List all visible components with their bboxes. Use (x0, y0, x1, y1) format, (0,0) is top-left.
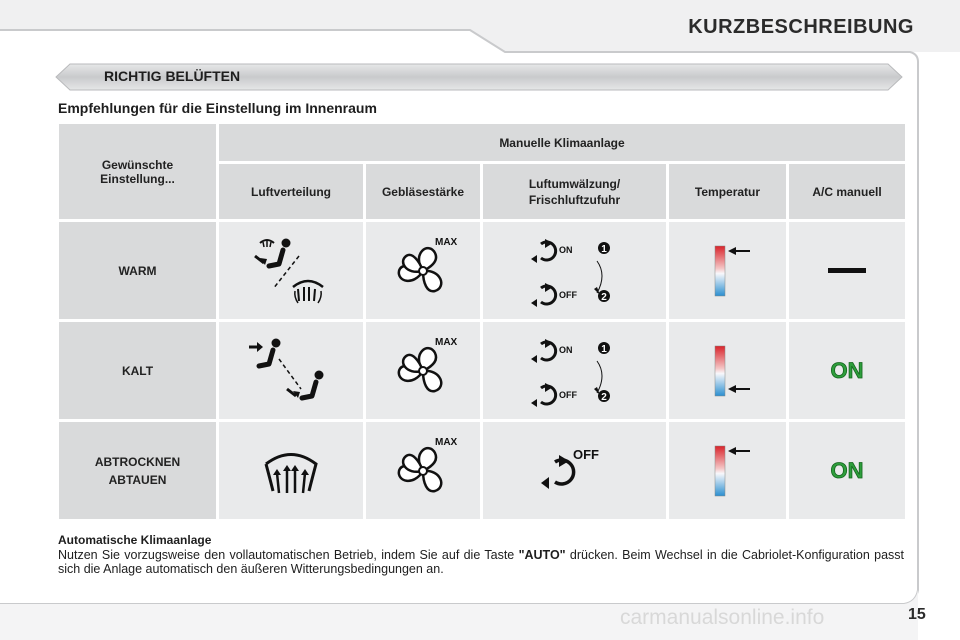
page-subtitle: Empfehlungen für die Einstellung im Innenraum (58, 100, 377, 116)
fan-max-icon (383, 431, 463, 511)
page-number: 15 (908, 606, 926, 623)
svg-text:OFF: OFF (558, 389, 577, 400)
windscreen-and-feet-airflow-icon (231, 231, 351, 311)
fan-max-icon (383, 331, 463, 411)
svg-text:ON: ON (830, 357, 864, 383)
temperature-hot-icon (698, 231, 758, 311)
fan-speed-cell (366, 322, 480, 419)
watermark: carmanualsonline.info (620, 606, 825, 629)
ac-on-icon (817, 356, 877, 386)
row-label-warm: WARM (59, 222, 216, 319)
table-row-abtrocknen (59, 422, 905, 519)
svg-text:ON: ON (558, 344, 572, 355)
column-header-fan-speed: Gebläsestärke (366, 164, 480, 219)
row-label-abtrocknen: ABTROCKNEN ABTAUEN (59, 422, 216, 519)
recirculation-off-icon (525, 431, 625, 511)
face-and-feet-airflow-icon (231, 331, 351, 411)
svg-text:1: 1 (600, 343, 607, 355)
ac-on-icon (817, 456, 877, 486)
air-distribution-cell (219, 222, 363, 319)
svg-text:ON: ON (558, 244, 572, 255)
temperature-hot-icon (698, 431, 758, 511)
recirculation-cell (483, 322, 666, 419)
svg-text:OFF: OFF (558, 289, 577, 300)
temperature-cell (669, 222, 786, 319)
temperature-cell (669, 422, 786, 519)
ac-manual-cell (789, 422, 905, 519)
air-distribution-cell (219, 322, 363, 419)
svg-text:2: 2 (600, 391, 607, 403)
fan-speed-cell (366, 422, 480, 519)
auto-button-label: "AUTO" (518, 548, 566, 562)
temperature-cell (669, 322, 786, 419)
ac-manual-cell (789, 222, 905, 319)
table-row-kalt (59, 322, 905, 419)
fan-max-icon (383, 231, 463, 311)
table-row-warm (59, 222, 905, 319)
temperature-cold-icon (698, 331, 758, 411)
svg-text:OFF: OFF (572, 446, 599, 462)
auto-ac-paragraph: Nutzen Sie vorzugsweise den vollautomatischen Betrieb, indem Sie auf die Taste "AUTO" drücken. Beim Wechsel in die Cabriolet-Konfiguration passt sich die Anlage automatisch den äußeren Witterungsbedingungen an. (58, 548, 904, 576)
ac-manual-cell (789, 322, 905, 419)
recirculation-cell (483, 222, 666, 319)
ac-off-dash-icon (817, 256, 877, 286)
air-distribution-cell (219, 422, 363, 519)
recirculation-on-off-icon (525, 231, 625, 311)
fan-max-label: MAX (435, 236, 458, 248)
group-header: Manuelle Klimaanlage (219, 124, 905, 161)
column-header-air-distribution: Luftverteilung (219, 164, 363, 219)
svg-text:ON: ON (830, 457, 864, 483)
column-header-recirculation: Luftumwälzung/ Frischluftzufuhr (483, 164, 666, 219)
row-label-kalt: KALT (59, 322, 216, 419)
fan-max-label: MAX (435, 436, 458, 448)
recommendation-table (56, 121, 908, 522)
column-header-temperature: Temperatur (669, 164, 786, 219)
fan-speed-cell (366, 222, 480, 319)
windscreen-defrost-icon (231, 431, 351, 511)
corner-header: Gewünschte Einstellung... (59, 124, 216, 219)
section-title: RICHTIG BELÜFTEN (104, 68, 241, 84)
column-header-ac-manual: A/C manuell (789, 164, 905, 219)
page-header-title: KURZBESCHREIBUNG (688, 16, 914, 38)
fan-max-label: MAX (435, 336, 458, 348)
recirculation-on-off-icon (525, 331, 625, 411)
svg-text:2: 2 (600, 291, 607, 303)
auto-ac-title: Automatische Klimaanlage (58, 533, 212, 547)
recirculation-cell (483, 422, 666, 519)
svg-text:1: 1 (600, 243, 607, 255)
